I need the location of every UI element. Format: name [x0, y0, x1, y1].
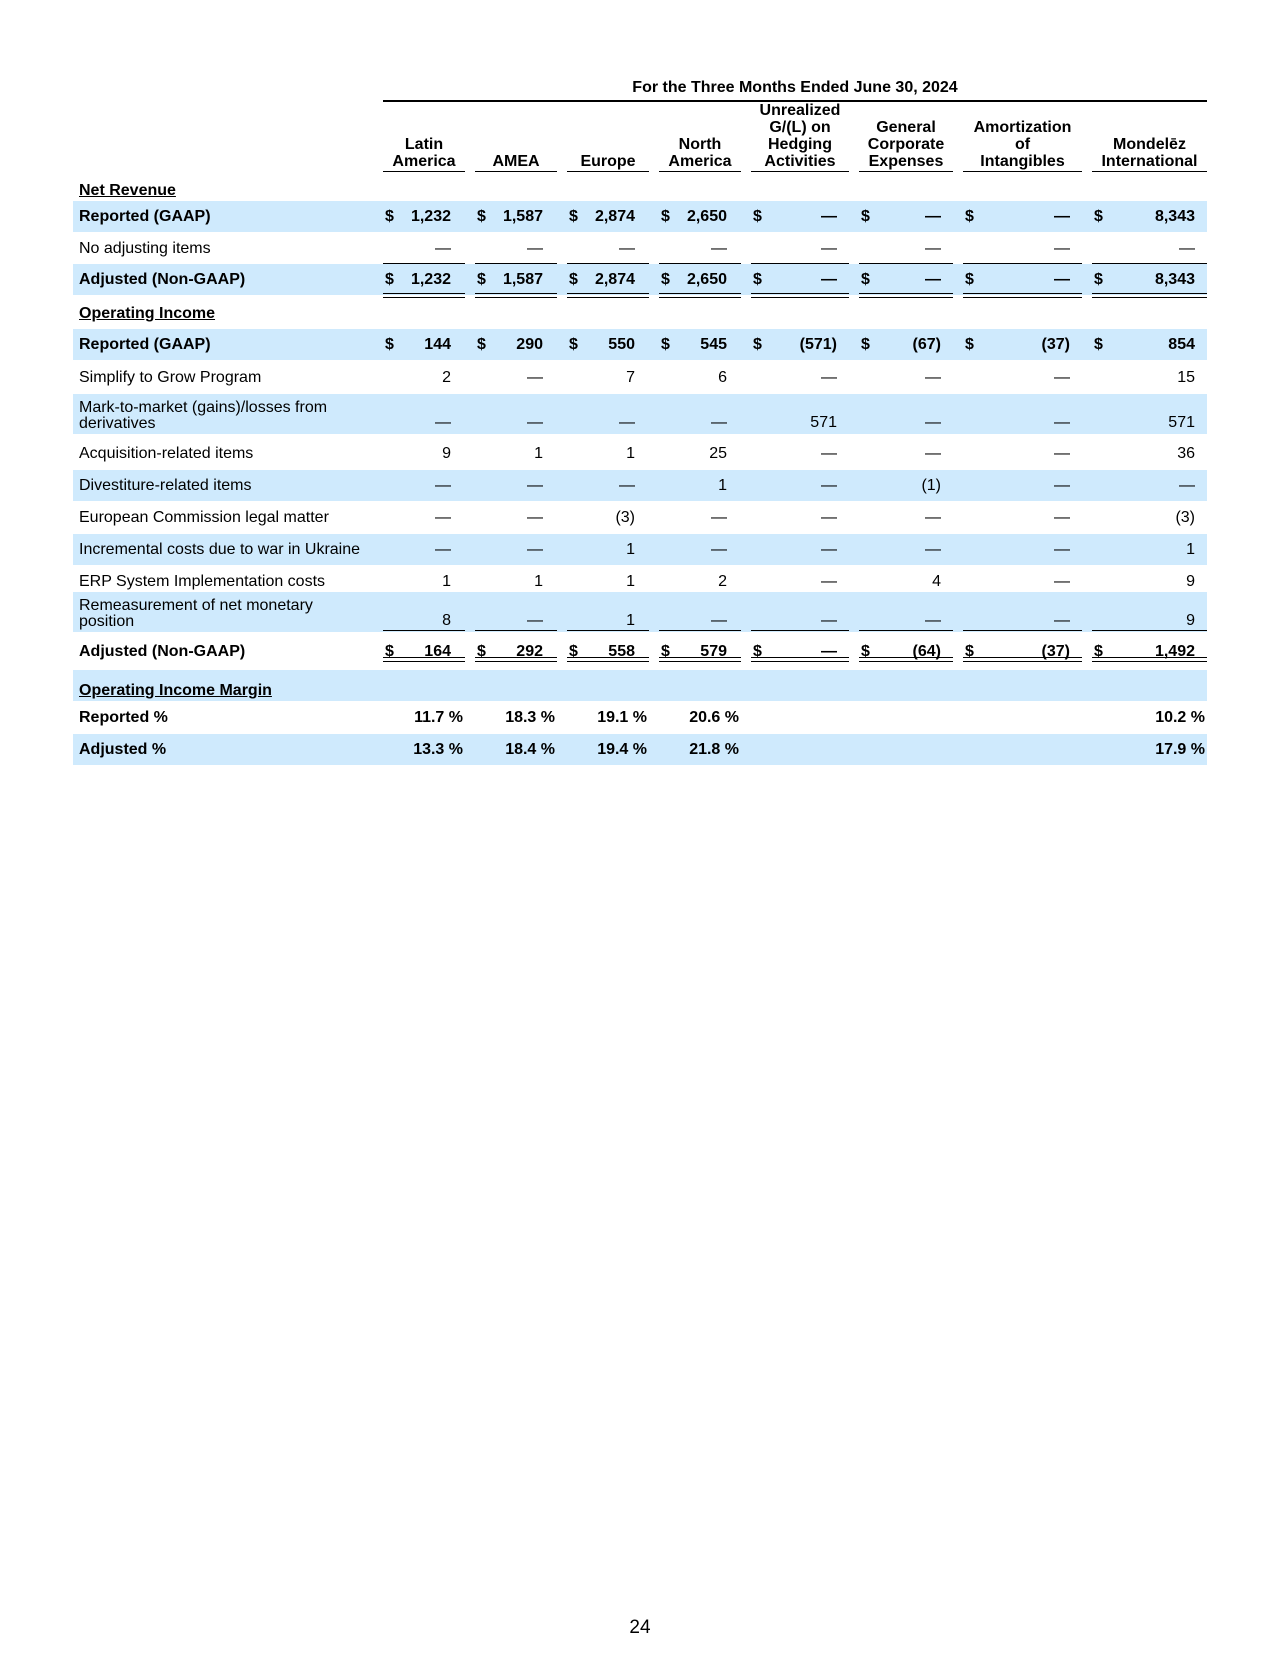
total-double-rule: [659, 657, 741, 662]
table-cell: 1: [442, 572, 451, 590]
column-header-label: Latin America: [392, 136, 456, 170]
table-row: [73, 362, 1207, 393]
period-title: For the Three Months Ended June 30, 2024: [632, 79, 958, 96]
dollar-sign: $: [477, 335, 486, 353]
dollar-sign: $: [1094, 335, 1103, 353]
table-cell: —: [925, 239, 941, 257]
table-cell: —: [821, 572, 837, 590]
dollar-sign: $: [861, 207, 870, 225]
dollar-sign: $: [861, 335, 870, 353]
row-label: Adjusted (Non-GAAP): [79, 270, 246, 288]
dollar-sign: $: [753, 270, 762, 288]
total-double-rule: [859, 657, 953, 662]
row-label: ERP System Implementation costs: [79, 572, 326, 590]
subtotal-rule: [475, 630, 557, 631]
table-cell: 1: [718, 476, 727, 494]
table-cell: —: [619, 414, 635, 431]
table-cell: —: [1054, 508, 1070, 526]
table-cell: —: [1179, 239, 1195, 257]
table-cell: —: [527, 239, 543, 257]
table-cell: —: [527, 414, 543, 431]
table-cell: 1,492: [1154, 642, 1195, 660]
total-double-rule: [567, 293, 649, 298]
subtotal-rule: [859, 630, 953, 631]
table-cell: 1,587: [502, 207, 543, 225]
row-label: No adjusting items: [79, 239, 211, 257]
table-cell: —: [1054, 572, 1070, 590]
table-cell: 164: [424, 642, 451, 660]
dollar-sign: $: [661, 207, 670, 225]
total-double-rule: [963, 293, 1082, 298]
subtotal-rule: [751, 263, 849, 264]
table-cell: (64): [912, 642, 941, 660]
table-cell: —: [527, 612, 543, 629]
table-row: [73, 534, 1207, 565]
row-label: Simplify to Grow Program: [79, 368, 262, 386]
subtotal-rule: [383, 630, 465, 631]
total-double-rule: [751, 293, 849, 298]
dollar-sign: $: [385, 207, 394, 225]
table-cell: 1: [626, 572, 635, 590]
total-double-rule: [383, 293, 465, 298]
table-cell: 8,343: [1154, 207, 1195, 225]
table-cell: —: [925, 508, 941, 526]
table-cell: 11.7 %: [414, 708, 463, 726]
table-cell: 292: [516, 642, 543, 660]
section-row: [73, 175, 1207, 201]
table-cell: —: [527, 508, 543, 526]
table-cell: (67): [912, 335, 941, 353]
subtotal-rule: [963, 263, 1082, 264]
table-cell: 545: [700, 335, 727, 353]
table-cell: 20.6 %: [689, 708, 739, 726]
table-cell: 2,650: [686, 207, 727, 225]
column-header: [383, 100, 465, 172]
subtotal-rule: [751, 630, 849, 631]
table-row: [73, 264, 1207, 295]
total-double-rule: [1092, 657, 1207, 662]
table-cell: —: [821, 540, 837, 558]
dollar-sign: $: [861, 642, 870, 660]
table-cell: —: [435, 540, 451, 558]
table-row: [73, 329, 1207, 360]
dollar-sign: $: [385, 642, 394, 660]
table-cell: —: [619, 476, 635, 494]
table-cell: 1: [626, 444, 635, 462]
table-cell: —: [711, 239, 727, 257]
table-cell: 7: [626, 368, 635, 386]
dollar-sign: $: [753, 642, 762, 660]
dollar-sign: $: [965, 270, 974, 288]
dollar-sign: $: [861, 270, 870, 288]
column-header-label: Mondelēz International: [1101, 136, 1198, 170]
table-cell: —: [1054, 207, 1070, 225]
dollar-sign: $: [569, 207, 578, 225]
table-cell: —: [925, 612, 941, 629]
section-row: [73, 298, 1207, 324]
table-cell: —: [619, 239, 635, 257]
table-cell: 2: [442, 368, 451, 386]
table-cell: —: [925, 270, 941, 288]
table-cell: 571: [810, 414, 837, 431]
table-row: [73, 470, 1207, 501]
dollar-sign: $: [965, 642, 974, 660]
row-label: Remeasurement of net monetary position: [79, 597, 313, 630]
dollar-sign: $: [477, 642, 486, 660]
subtotal-rule: [475, 263, 557, 264]
table-cell: 2,874: [594, 270, 635, 288]
page-number: 24: [629, 1617, 651, 1638]
dollar-sign: $: [661, 335, 670, 353]
table-cell: 9: [1186, 572, 1195, 590]
table-cell: —: [925, 414, 941, 431]
row-label: Adjusted (Non-GAAP): [79, 642, 246, 660]
table-cell: 9: [1186, 612, 1195, 629]
dollar-sign: $: [965, 335, 974, 353]
table-cell: 8,343: [1154, 270, 1195, 288]
subtotal-rule: [963, 630, 1082, 631]
column-header-label: General Corporate Expenses: [867, 119, 945, 170]
table-cell: 19.1 %: [597, 708, 647, 726]
table-cell: 18.4 %: [505, 740, 555, 758]
row-label: Reported (GAAP): [79, 207, 211, 225]
total-double-rule: [383, 657, 465, 662]
row-label: Mark-to-market (gains)/losses from derivatives: [79, 399, 328, 432]
column-header-label: Europe: [580, 153, 636, 170]
table-cell: —: [1054, 270, 1070, 288]
total-double-rule: [963, 657, 1082, 662]
table-row: [73, 201, 1207, 232]
table-cell: 2: [718, 572, 727, 590]
table-cell: —: [821, 368, 837, 386]
table-row: [73, 734, 1207, 765]
total-double-rule: [1092, 293, 1207, 298]
column-header-label: Amortization of Intangibles: [973, 119, 1072, 170]
table-cell: —: [925, 540, 941, 558]
table-cell: —: [527, 368, 543, 386]
table-cell: 2,874: [594, 207, 635, 225]
subtotal-rule: [659, 630, 741, 631]
dollar-sign: $: [753, 335, 762, 353]
table-cell: —: [821, 270, 837, 288]
dollar-sign: $: [569, 335, 578, 353]
total-double-rule: [659, 293, 741, 298]
column-header: [859, 100, 953, 172]
table-cell: 2,650: [686, 270, 727, 288]
table-row: [73, 394, 1207, 434]
table-cell: (571): [799, 335, 837, 353]
table-cell: —: [711, 414, 727, 431]
table-cell: 19.4 %: [597, 740, 647, 758]
section-heading: Net Revenue: [79, 182, 176, 199]
dollar-sign: $: [477, 207, 486, 225]
table-cell: 1: [626, 612, 635, 629]
table-cell: —: [1054, 368, 1070, 386]
table-cell: 9: [442, 444, 451, 462]
dollar-sign: $: [1094, 207, 1103, 225]
table-cell: —: [527, 540, 543, 558]
table-cell: —: [435, 476, 451, 494]
table-cell: —: [821, 444, 837, 462]
table-cell: 17.9 %: [1155, 740, 1205, 758]
total-double-rule: [751, 657, 849, 662]
table-cell: —: [925, 444, 941, 462]
table-row: [73, 502, 1207, 533]
table-cell: —: [925, 207, 941, 225]
total-double-rule: [475, 293, 557, 298]
table-cell: —: [711, 540, 727, 558]
table-cell: —: [435, 508, 451, 526]
table-row: [73, 636, 1207, 667]
dollar-sign: $: [385, 270, 394, 288]
table-cell: 1,232: [410, 270, 451, 288]
column-header: [751, 100, 849, 172]
table-cell: 1,587: [502, 270, 543, 288]
table-cell: 10.2 %: [1155, 708, 1205, 726]
table-row: [73, 233, 1207, 264]
table-cell: 36: [1177, 444, 1195, 462]
table-cell: —: [711, 508, 727, 526]
table-cell: —: [435, 414, 451, 431]
subtotal-rule: [383, 263, 465, 264]
row-label: Reported (GAAP): [79, 335, 211, 353]
table-cell: —: [1054, 540, 1070, 558]
table-cell: —: [1179, 476, 1195, 494]
table-row: [73, 438, 1207, 469]
table-cell: 25: [709, 444, 727, 462]
table-cell: (3): [615, 508, 635, 526]
subtotal-rule: [567, 630, 649, 631]
total-double-rule: [567, 657, 649, 662]
dollar-sign: $: [965, 207, 974, 225]
table-cell: —: [1054, 612, 1070, 629]
table-cell: 144: [424, 335, 451, 353]
table-cell: —: [925, 368, 941, 386]
table-cell: 290: [516, 335, 543, 353]
table-cell: 1: [626, 540, 635, 558]
table-cell: 13.3 %: [413, 740, 463, 758]
subtotal-rule: [659, 263, 741, 264]
row-label: Reported %: [79, 708, 168, 726]
table-cell: (37): [1041, 642, 1070, 660]
table-cell: 18.3 %: [505, 708, 555, 726]
dollar-sign: $: [385, 335, 394, 353]
table-cell: (1): [921, 476, 941, 494]
column-header: [963, 100, 1082, 172]
subtotal-rule: [859, 263, 953, 264]
table-cell: 6: [718, 368, 727, 386]
table-cell: 579: [700, 642, 727, 660]
row-label: Acquisition-related items: [79, 444, 254, 462]
dollar-sign: $: [569, 270, 578, 288]
table-cell: 571: [1168, 414, 1195, 431]
table-row: [73, 702, 1207, 733]
table-cell: —: [821, 476, 837, 494]
table-cell: 1: [534, 572, 543, 590]
table-cell: —: [821, 508, 837, 526]
table-cell: 1,232: [410, 207, 451, 225]
table-cell: 1: [534, 444, 543, 462]
table-cell: 21.8 %: [689, 740, 739, 758]
dollar-sign: $: [661, 270, 670, 288]
column-header-label: AMEA: [492, 153, 540, 170]
table-cell: —: [1054, 476, 1070, 494]
table-cell: —: [435, 239, 451, 257]
column-header: [659, 100, 741, 172]
table-cell: 550: [608, 335, 635, 353]
column-header: [475, 100, 557, 172]
dollar-sign: $: [1094, 270, 1103, 288]
table-cell: (37): [1041, 335, 1070, 353]
section-heading: Operating Income Margin: [79, 682, 272, 699]
table-cell: —: [1054, 414, 1070, 431]
column-header: [1092, 100, 1207, 172]
table-cell: 1: [1186, 540, 1195, 558]
table-cell: —: [821, 612, 837, 629]
dollar-sign: $: [477, 270, 486, 288]
subtotal-rule: [567, 263, 649, 264]
dollar-sign: $: [661, 642, 670, 660]
row-label: European Commission legal matter: [79, 508, 329, 526]
table-cell: —: [821, 642, 837, 660]
table-cell: 8: [442, 612, 451, 629]
row-label: Divestiture-related items: [79, 476, 252, 494]
table-cell: —: [821, 207, 837, 225]
column-header-label: Unrealized G/(L) on Hedging Activities: [759, 102, 841, 170]
subtotal-rule: [1092, 630, 1207, 631]
dollar-sign: $: [1094, 642, 1103, 660]
table-cell: —: [821, 239, 837, 257]
row-label: Incremental costs due to war in Ukraine: [79, 540, 361, 558]
table-cell: —: [711, 612, 727, 629]
column-header-label: North America: [668, 136, 732, 170]
dollar-sign: $: [569, 642, 578, 660]
table-cell: 558: [608, 642, 635, 660]
table-cell: 15: [1177, 368, 1195, 386]
table-cell: 4: [932, 572, 941, 590]
table-cell: —: [527, 476, 543, 494]
total-double-rule: [859, 293, 953, 298]
subtotal-rule: [1092, 263, 1207, 264]
column-header: [567, 100, 649, 172]
table-row: [73, 592, 1207, 632]
table-cell: 854: [1168, 335, 1195, 353]
table-cell: (3): [1175, 508, 1195, 526]
section-row: [73, 670, 1207, 701]
total-double-rule: [475, 657, 557, 662]
table-cell: —: [1054, 239, 1070, 257]
table-cell: —: [1054, 444, 1070, 462]
row-label: Adjusted %: [79, 740, 167, 758]
section-heading: Operating Income: [79, 305, 216, 322]
dollar-sign: $: [753, 207, 762, 225]
